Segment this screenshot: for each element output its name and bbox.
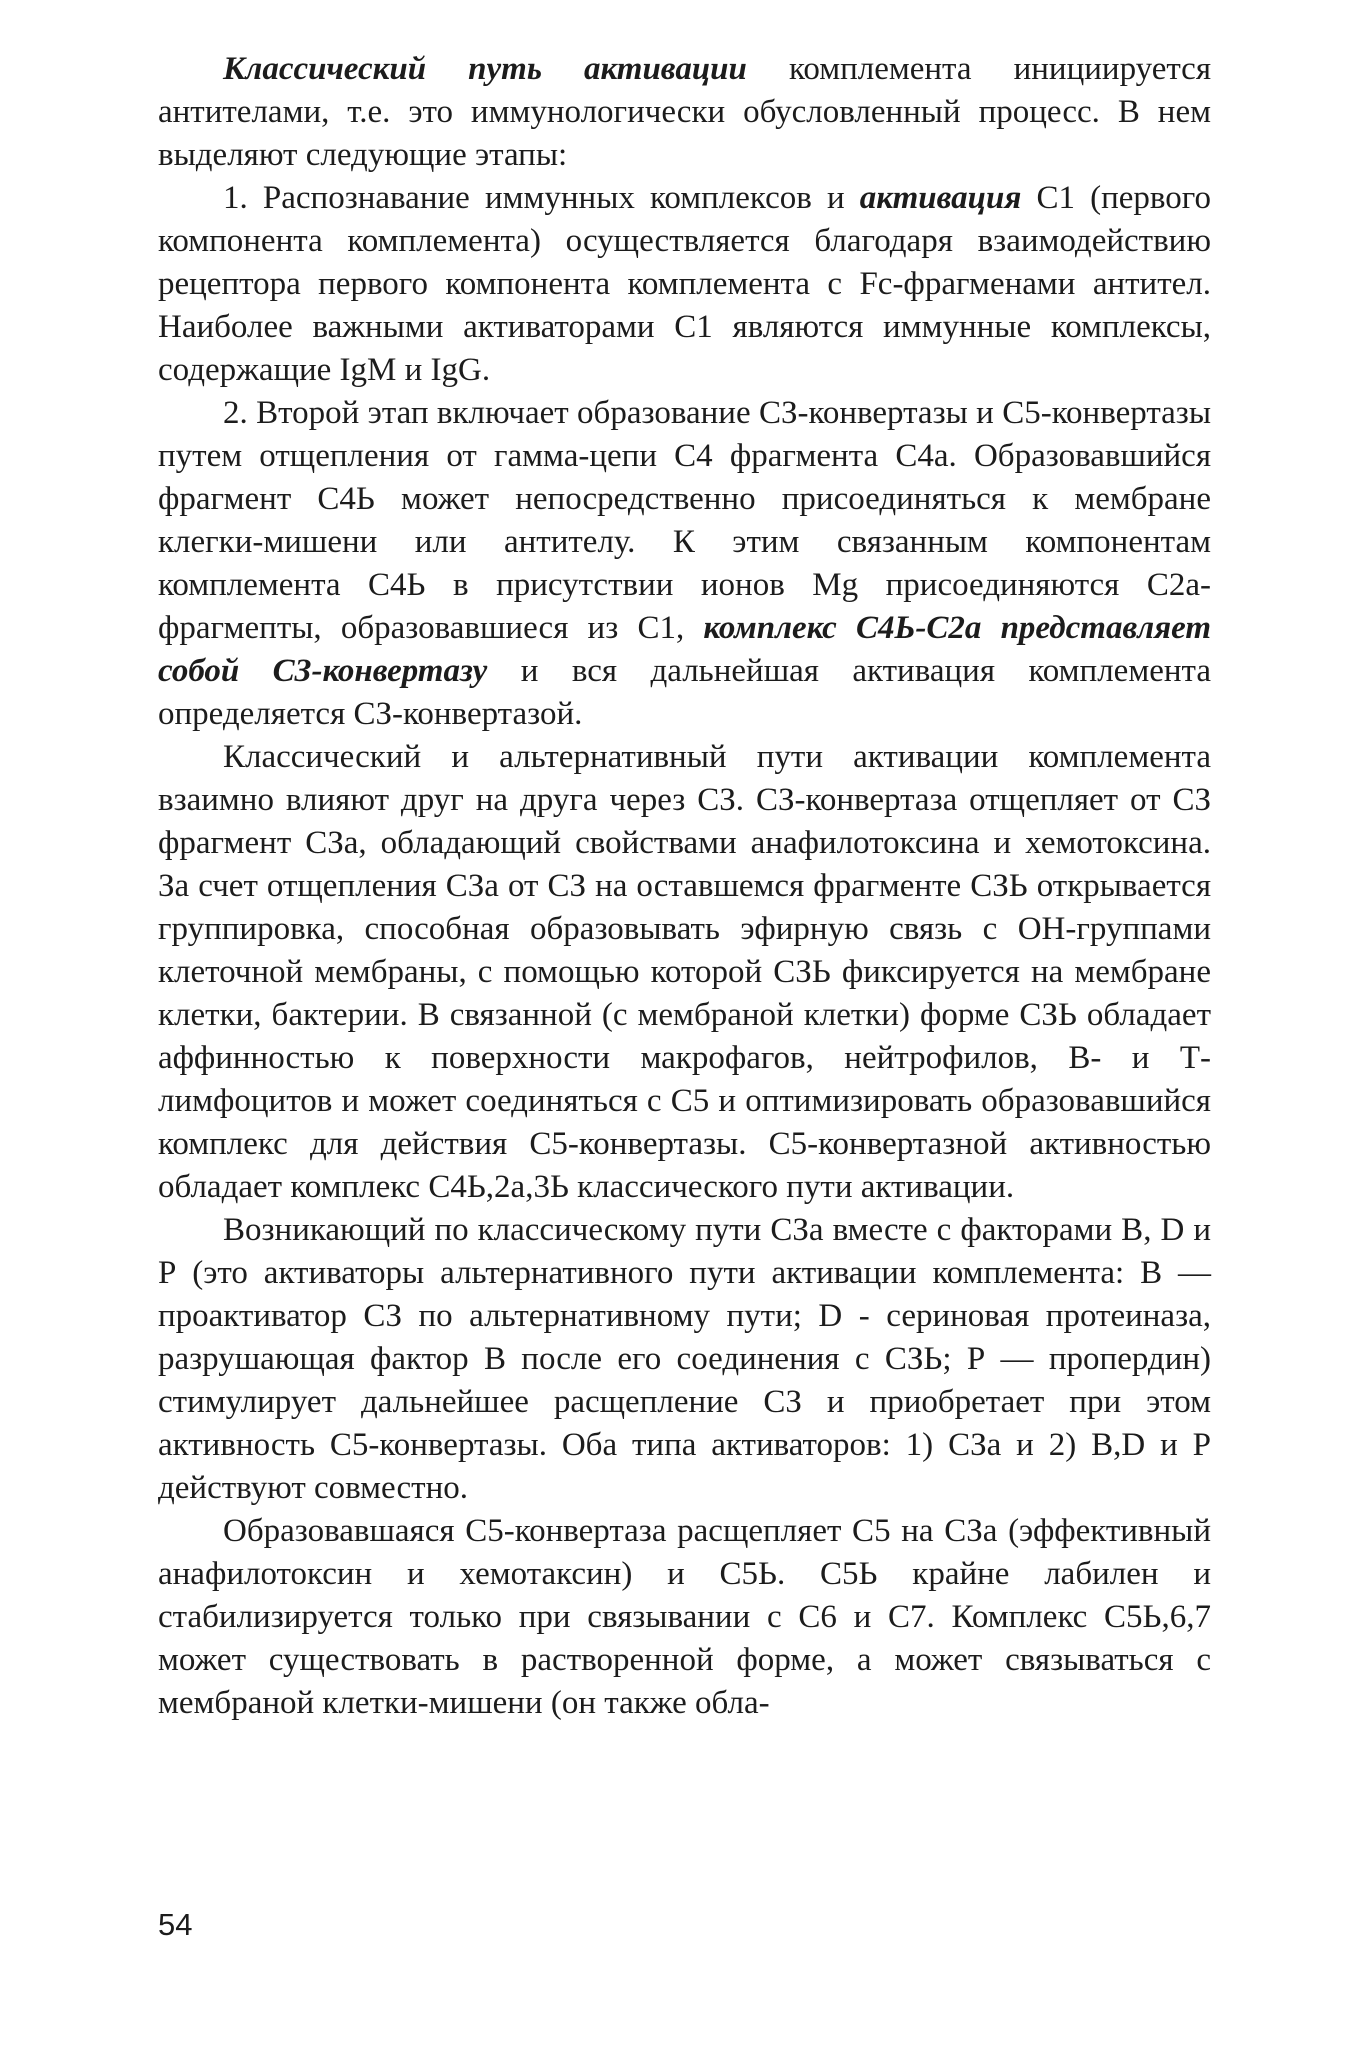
paragraph-text: 1. Распознавание иммунных комплексов и [223, 180, 860, 216]
paragraph-text: и вся дальнейшая активация комплемента определяется СЗ-конвертазой. [158, 653, 1211, 732]
paragraph-c5-convertase: Образовавшаяся С5-конвертаза расщепляет С5 на СЗа (эффективный анафилотоксин и хемотаксин) и С5Ь. С5Ь крайне лабилен и стабилизируется только при связывании с С6 и С7. Комплекс С5Ь,6,7 может существовать в растворенной форме, а может связываться с мембраной клетки-мишени (он также обла- [158, 1513, 1211, 1721]
paragraph-classical-pathway [158, 48, 1211, 177]
document-body [158, 48, 1211, 1725]
term-c3-convertase: комплекс С4Ь-С2а представляет собой СЗ-конвертазу [158, 610, 1212, 689]
paragraph-alternative-activators: Возникающий по классическому пути СЗа вместе с факторами В, D и Р (это активаторы альтернативного пути активации комплемента: В — проактиватор СЗ по альтернативному пути; D - сериновая протеиназа, разрушающая фактор В после его соединения с СЗЬ; Р — пропердин) стимулирует дальнейшее расщепление СЗ и приобретает при этом активность С5-конвертазы. Оба типа активаторов: 1) СЗа и 2) В,D и Р действуют совместно. [158, 1212, 1211, 1506]
paragraph-text: комплемента инициируется антителами, т.е. это иммунологически обусловленный процесс. В нем выделяют следующие этапы: [158, 51, 1211, 173]
term-classical-pathway: Классический путь активации [223, 51, 747, 87]
paragraph-text: С1 (первого компонента комплемента) осуществляется благодаря взаимодействию рецептора первого компонента комплемента с Fc-фрагменами антител. Наиболее важными активаторами С1 являются иммунные комплексы, содержащие IgM и IgG. [158, 180, 1211, 388]
paragraph-text: 2. Второй этап включает образование СЗ-конвертазы и С5-конвертазы путем отщепления от гамма-цепи С4 фрагмента С4а. Образовавшийся фрагмент С4Ь может непосредственно присоединяться к мембране клегки-мишени или антителу. К этим связанным компонентам комплемента С4Ь в присутствии ионов Mg присоединяются С2а-фрагмепты, образовавшиеся из С1, [158, 395, 1211, 646]
paragraph-step-2 [158, 392, 1211, 736]
page-number: 54 [158, 1907, 193, 1942]
term-activation: активация [859, 180, 1022, 216]
paragraph-pathway-interaction: Классический и альтернативный пути активации комплемента взаимно влияют друг на друга через СЗ. СЗ-конвертаза отщепляет от СЗ фрагмент СЗа, обладающий свойствами анафилотоксина и хемотоксина. За счет отщепления СЗа от СЗ на оставшемся фрагменте СЗЬ открывается группировка, способная образовывать эфирную связь с ОН-группами клеточной мембраны, с помощью которой СЗЬ фиксируется на мембране клетки, бактерии. В связанной (с мембраной клетки) форме СЗЬ обладает аффинностью к поверхности макрофагов, нейтрофилов, В- и Т-лимфоцитов и может соединяться с С5 и оптимизировать образовавшийся комплекс для действия С5-конвертазы. С5-конвертазной активностью обладает комплекс С4Ь,2а,3Ь классического пути активации. [158, 739, 1211, 1205]
paragraph-step-1 [158, 177, 1211, 392]
